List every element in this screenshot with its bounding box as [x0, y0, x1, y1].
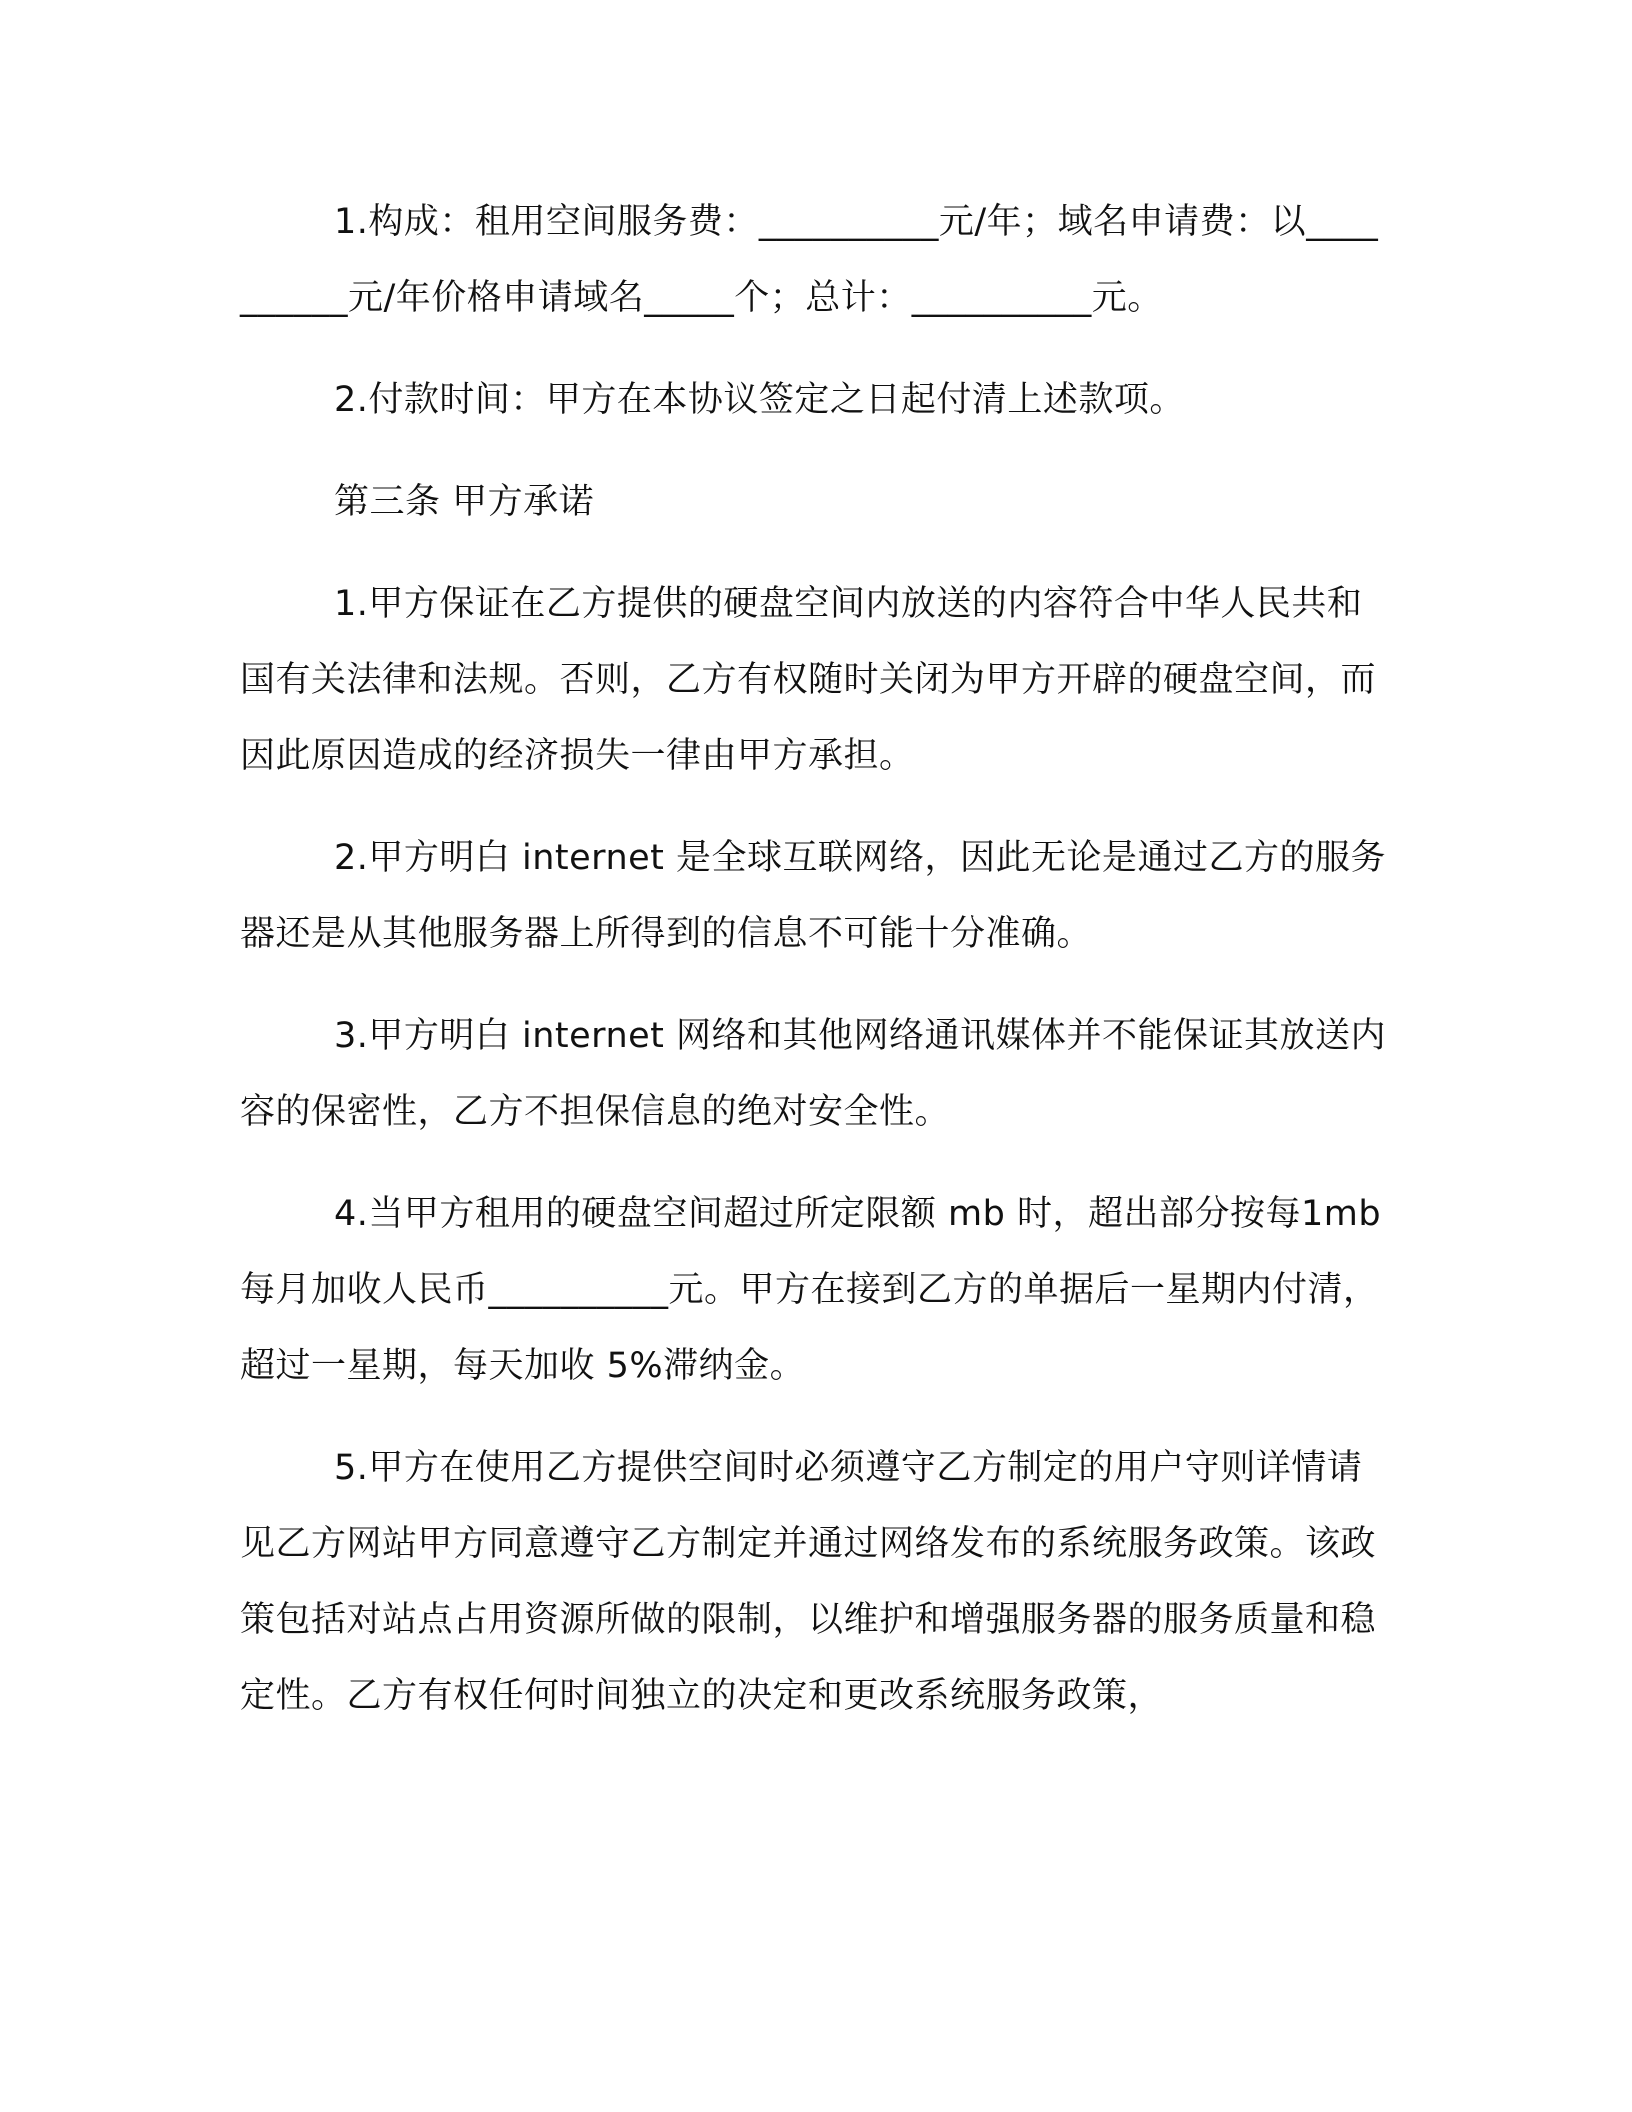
paragraph-commitment-1: 1.甲方保证在乙方提供的硬盘空间内放送的内容符合中华人民共和国有关法律和法规。否则，乙方有权随时关闭为甲方开辟的硬盘空间，而因此原因造成的经济损失一律由甲方承担。	[240, 584, 1377, 776]
paragraph-commitment-3: 3.甲方明白 internet 网络和其他网络通讯媒体并不能保证其放送内容的保密性，乙方不担保信息的绝对安全性。	[240, 1016, 1387, 1132]
paragraph-payment-time: 2.付款时间：甲方在本协议签定之日起付清上述款项。	[334, 380, 1185, 420]
paragraph-commitment-2: 2.甲方明白 internet 是全球互联网络，因此无论是通过乙方的服务器还是从其他服务器上所得到的信息不可能十分准确。	[240, 838, 1387, 954]
section-heading-article-3: 第三条 甲方承诺	[334, 482, 595, 522]
paragraph-fee-composition: 1.构成：租用空间服务费：__________元/年；域名申请费：以__________元/年价格申请域名_____个；总计：__________元。	[240, 202, 1379, 318]
paragraph-commitment-4: 4.当甲方租用的硬盘空间超过所定限额 mb 时，超出部分按每1mb 每月加收人民币__________元。甲方在接到乙方的单据后一星期内付清，超过一星期，每天加收 5%滞纳金。	[240, 1194, 1382, 1386]
document-body	[240, 184, 1390, 1760]
paragraph-commitment-5: 5.甲方在使用乙方提供空间时必须遵守乙方制定的用户守则详情请见乙方网站甲方同意遵守乙方制定并通过网络发布的系统服务政策。该政策包括对站点占用资源所做的限制，以维护和增强服务器的服务质量和稳定性。乙方有权任何时间独立的决定和更改系统服务政策，	[240, 1448, 1377, 1716]
